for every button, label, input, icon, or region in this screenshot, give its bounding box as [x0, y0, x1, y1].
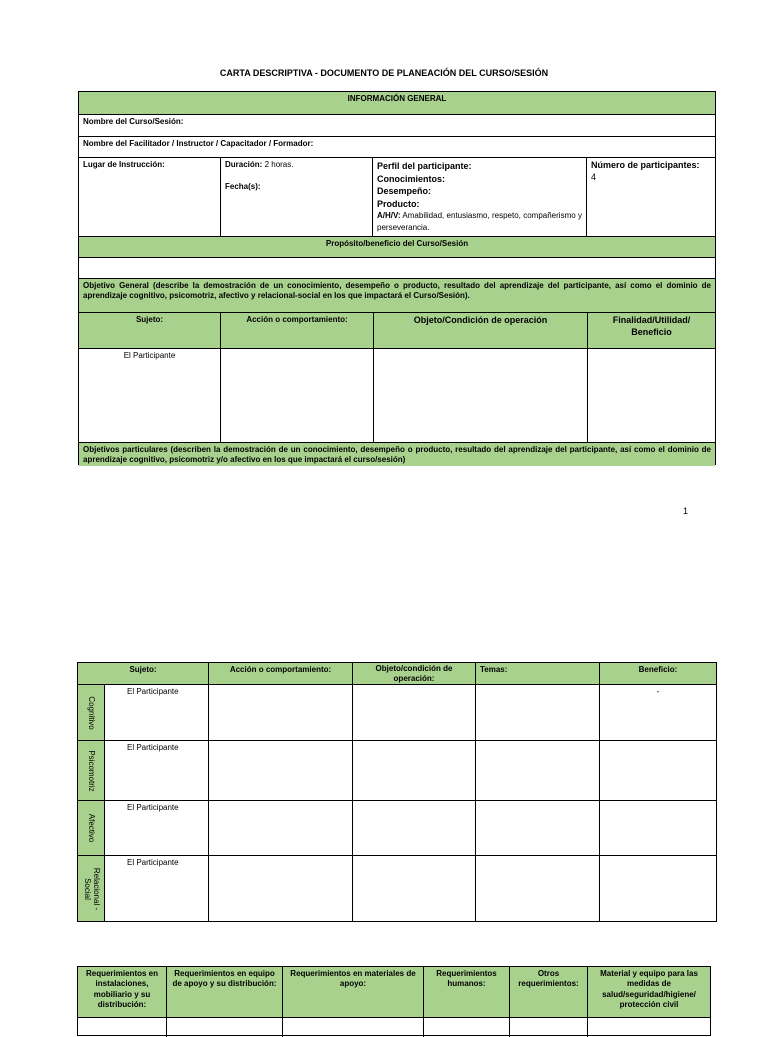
domain-label-cell	[78, 741, 105, 800]
domain-label: Relacional - Social	[83, 867, 101, 910]
t2-header-accion: Acción o comportamiento:	[209, 663, 353, 684]
objective-content-row	[79, 349, 715, 443]
req-materiales: Requerimientos en materiales de apoyo:	[283, 967, 424, 1017]
knowledge-label: Conocimientos:	[377, 173, 446, 184]
dates-label: Fecha(s):	[225, 182, 261, 192]
domain-label: Psicomotriz	[87, 749, 97, 792]
profile-cell	[373, 158, 587, 236]
info-header: INFORMACIÓN GENERAL	[347, 94, 447, 103]
t2-header-beneficio: Beneficio:	[638, 665, 678, 674]
participant-cell: El Participante	[79, 349, 221, 442]
page-number: 1	[683, 506, 689, 516]
req-humanos: Requerimientos humanos:	[424, 967, 510, 1017]
domain-row-afectivo	[78, 801, 716, 856]
duration-cell	[221, 158, 373, 236]
domains-table	[77, 662, 717, 922]
general-info-table	[78, 91, 716, 465]
objective-columns-row	[79, 313, 715, 349]
general-objective-row	[79, 279, 715, 313]
domains-header-row	[78, 663, 716, 685]
domain-row-psicomotriz	[78, 741, 716, 801]
general-objective-text: Objetivo General (describe la demostración de un conocimiento, desempeño o producto, resultado del aprendizaje del participante, así como el dominio de aprendizaje cognitivo, psicomotriz, afectivo y relacional-social en los que impactará el Curso/Sesión).	[83, 281, 711, 301]
particular-objectives-text: Objetivos particulares (describen la demostración de un conocimiento, desempeño o producto, resultado del aprendizaje del participante, así como el dominio de aprendizaje cognitivo, psicomotriz y/o afectivo en los que impactará el curso/sesión)	[83, 445, 711, 465]
duration-value: 2 horas.	[262, 160, 294, 169]
domain-beneficio: -	[656, 687, 660, 696]
profile-label: Perfil del participante:	[377, 161, 472, 171]
req-otros: Otros requerimientos:	[510, 967, 588, 1017]
requirements-header-row	[78, 967, 710, 1018]
req-equipo: Requerimientos en equipo de apoyo y su distribución:	[167, 967, 283, 1017]
domain-label-cell	[78, 856, 105, 921]
domain-sujeto: El Participante	[105, 856, 209, 921]
t2-header-sujeto: Sujeto:	[78, 663, 209, 684]
ahv-value: Amabilidad, entusiasmo, respeto, compañerismo y perseverancia.	[377, 211, 582, 232]
req-instalaciones: Requerimientos en instalaciones, mobiliario y su distribución:	[78, 967, 167, 1017]
domain-label: Afectivo	[87, 813, 97, 843]
facilitator-row	[79, 137, 715, 158]
course-name-row	[79, 115, 715, 137]
domain-label-cell	[78, 801, 105, 855]
performance-label: Desempeño:	[377, 186, 432, 197]
req-salud: Material y equipo para las medidas de salud/seguridad/higiene/ protección civil	[600, 969, 698, 1010]
col-accion: Acción o comportamiento:	[221, 313, 374, 348]
col-objeto: Objeto/Condición de operación	[374, 313, 588, 348]
participants-label: Número de participantes:	[591, 160, 700, 170]
col-finalidad: Finalidad/Utilidad/ Beneficio	[612, 315, 691, 337]
purpose-content-row	[79, 258, 715, 279]
participants-cell	[587, 158, 715, 236]
domain-row-cognitivo	[78, 685, 716, 741]
col-sujeto: Sujeto:	[79, 313, 221, 348]
domain-label-cell	[78, 685, 105, 740]
domain-row-relacional	[78, 856, 716, 921]
domain-sujeto: El Participante	[105, 741, 209, 800]
duration-label: Duración:	[225, 160, 263, 169]
requirements-table	[77, 966, 711, 1036]
domain-label: Cognitivo	[87, 695, 97, 730]
facilitator-label: Nombre del Facilitador / Instructor / Capacitador / Formador:	[83, 139, 314, 148]
document-title: CARTA DESCRIPTIVA - DOCUMENTO DE PLANEACIÓN DEL CURSO/SESIÓN	[219, 68, 549, 78]
t2-header-objeto: Objeto/condición de operación:	[353, 663, 476, 684]
ahv-label: A/H/V:	[377, 211, 401, 221]
course-name-label: Nombre del Curso/Sesión:	[83, 117, 184, 126]
purpose-row	[79, 237, 715, 258]
participants-value: 4	[591, 171, 597, 182]
purpose-header: Propósito/beneficio del Curso/Sesión	[325, 239, 469, 248]
domain-sujeto: El Participante	[105, 801, 209, 855]
domain-beneficio	[600, 856, 716, 921]
info-header-row	[79, 92, 715, 115]
requirements-content-row	[78, 1018, 710, 1037]
domain-sujeto: El Participante	[105, 685, 209, 740]
place-label: Lugar de Instrucción:	[79, 158, 221, 236]
product-label: Producto:	[377, 198, 420, 209]
t2-header-temas: Temas:	[476, 663, 600, 684]
details-row	[79, 158, 715, 237]
domain-beneficio	[600, 801, 716, 855]
particular-objectives-row	[79, 443, 715, 466]
domain-beneficio	[600, 741, 716, 800]
